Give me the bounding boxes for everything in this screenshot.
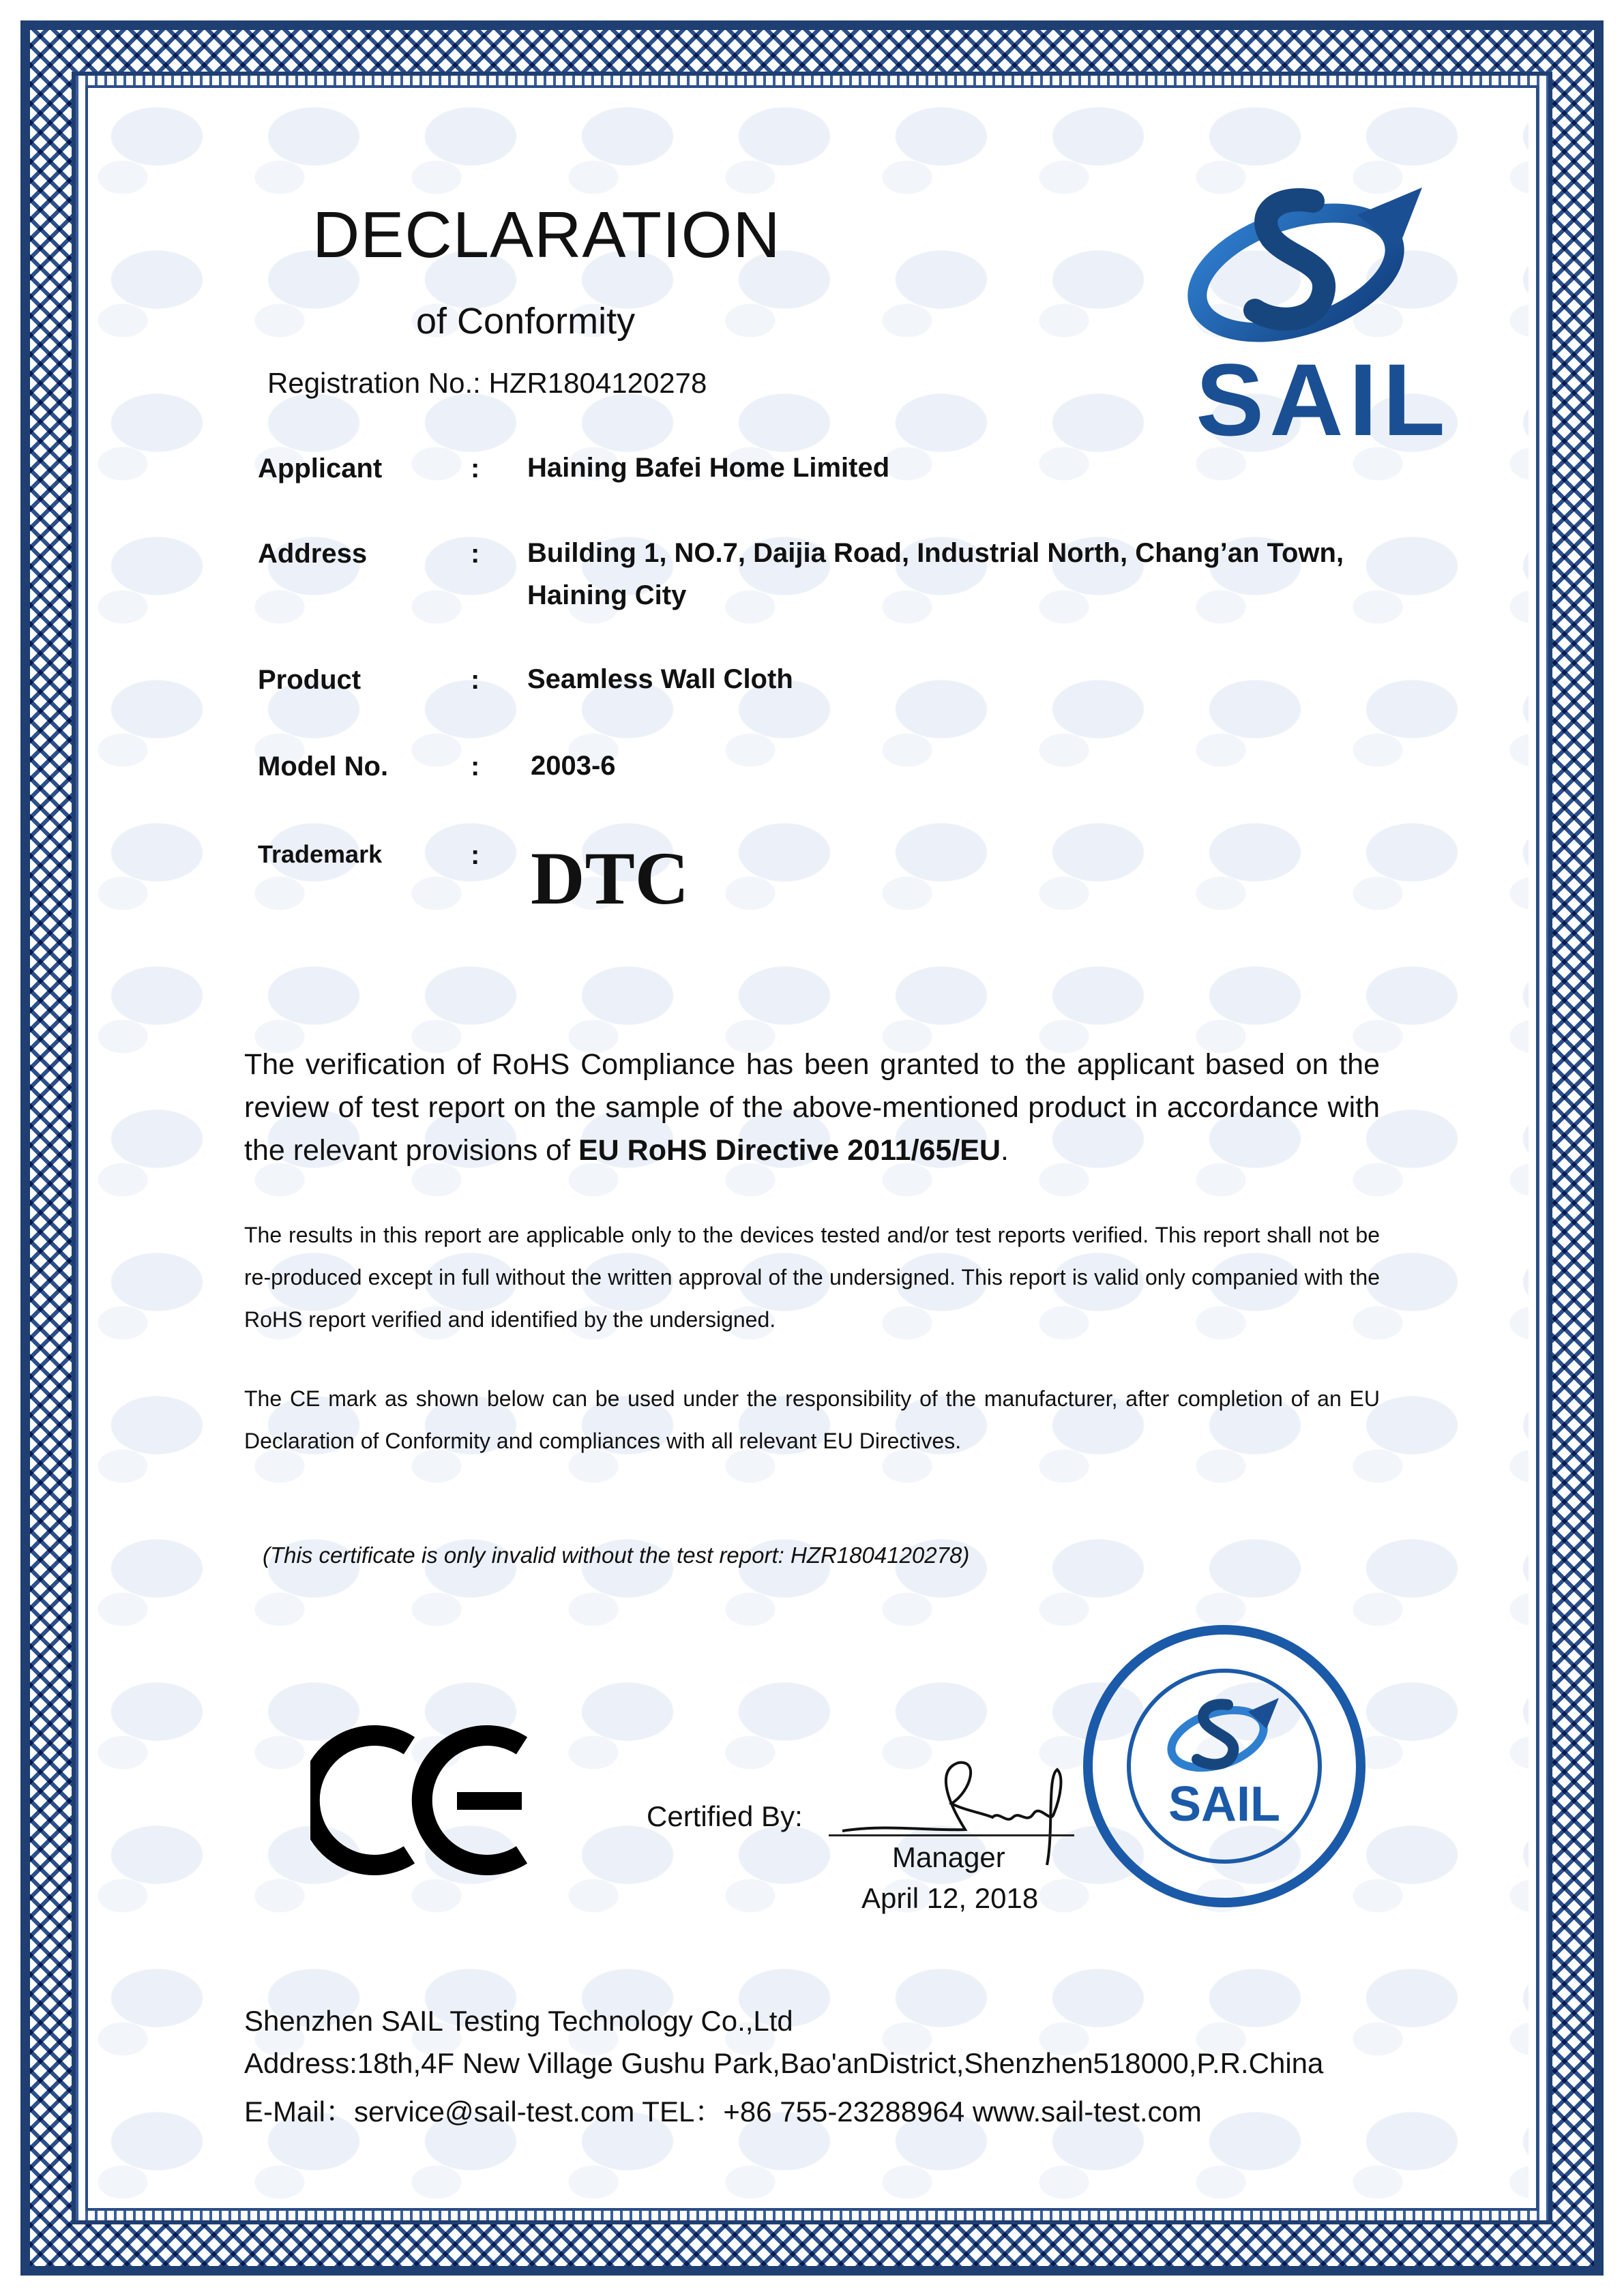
address-value-line1: Building 1, NO.7, Daijia Road, Industrial North, Chang’an Town, xyxy=(527,538,1344,568)
product-colon: : xyxy=(471,665,480,695)
document-subtitle: of Conformity xyxy=(416,301,636,342)
address-value-line2: Haining City xyxy=(527,580,687,610)
signature-line xyxy=(829,1834,1074,1836)
company-seal-icon xyxy=(1081,1623,1368,1909)
product-value: Seamless Wall Cloth xyxy=(527,664,793,694)
registration-number: Registration No.: HZR1804120278 xyxy=(267,367,707,399)
trademark-colon: : xyxy=(471,840,480,870)
certificate-note: (This certificate is only invalid without the test report: HZR1804120278) xyxy=(263,1542,970,1568)
svg-text:SAIL: SAIL xyxy=(1168,1777,1281,1832)
directive-name: EU RoHS Directive 2011/65/EU xyxy=(578,1134,1001,1167)
compliance-statement: The verification of RoHS Compliance has been granted to the applicant based on the review of test report on the sample of the above-mentioned product in accordance with the relevant provisions of EU RoHS Directive 2011/65/EU. xyxy=(244,1048,1380,1167)
ce-mark-statement: The CE mark as shown below can be used under the responsibility of the manufacturer, after completion of an EU Declaration of Conformity and compliances with all relevant EU Directives. xyxy=(244,1386,1380,1453)
model-colon: : xyxy=(471,751,480,781)
applicant-colon: : xyxy=(471,453,480,483)
applicant-label: Applicant xyxy=(258,453,383,483)
ce-mark-icon xyxy=(310,1718,535,1882)
certified-by-label: Certified By: xyxy=(647,1800,803,1832)
product-label: Product xyxy=(258,665,361,695)
applicant-value: Haining Bafei Home Limited xyxy=(527,453,890,483)
validity-statement: The results in this report are applicable only to the devices tested and/or test reports verified. This report shall not be re-produced except in full without the written approval of the undersigned. This report is valid only companied with the RoHS report verified and identified by the undersigned. xyxy=(244,1223,1380,1332)
trademark-value: DTC xyxy=(531,837,690,920)
certification-date: April 12, 2018 xyxy=(861,1882,1039,1914)
footer-company: Shenzhen SAIL Testing Technology Co.,Ltd xyxy=(244,2005,793,2037)
address-colon: : xyxy=(471,539,480,569)
model-label: Model No. xyxy=(258,751,389,781)
signatory-role: Manager xyxy=(892,1841,1005,1873)
address-label: Address xyxy=(258,539,368,569)
footer-contact: E-Mail：service@sail-test.com TEL：+86 755-23288964 www.sail-test.com xyxy=(244,2096,1202,2128)
trademark-label: Trademark xyxy=(258,840,383,868)
document-title: DECLARATION xyxy=(312,198,781,271)
sail-logo-text: SAIL xyxy=(1196,342,1451,457)
model-value: 2003-6 xyxy=(531,751,616,781)
footer-address: Address:18th,4F New Village Gushu Park,Bao'anDistrict,Shenzhen518000,P.R.China xyxy=(244,2047,1324,2079)
